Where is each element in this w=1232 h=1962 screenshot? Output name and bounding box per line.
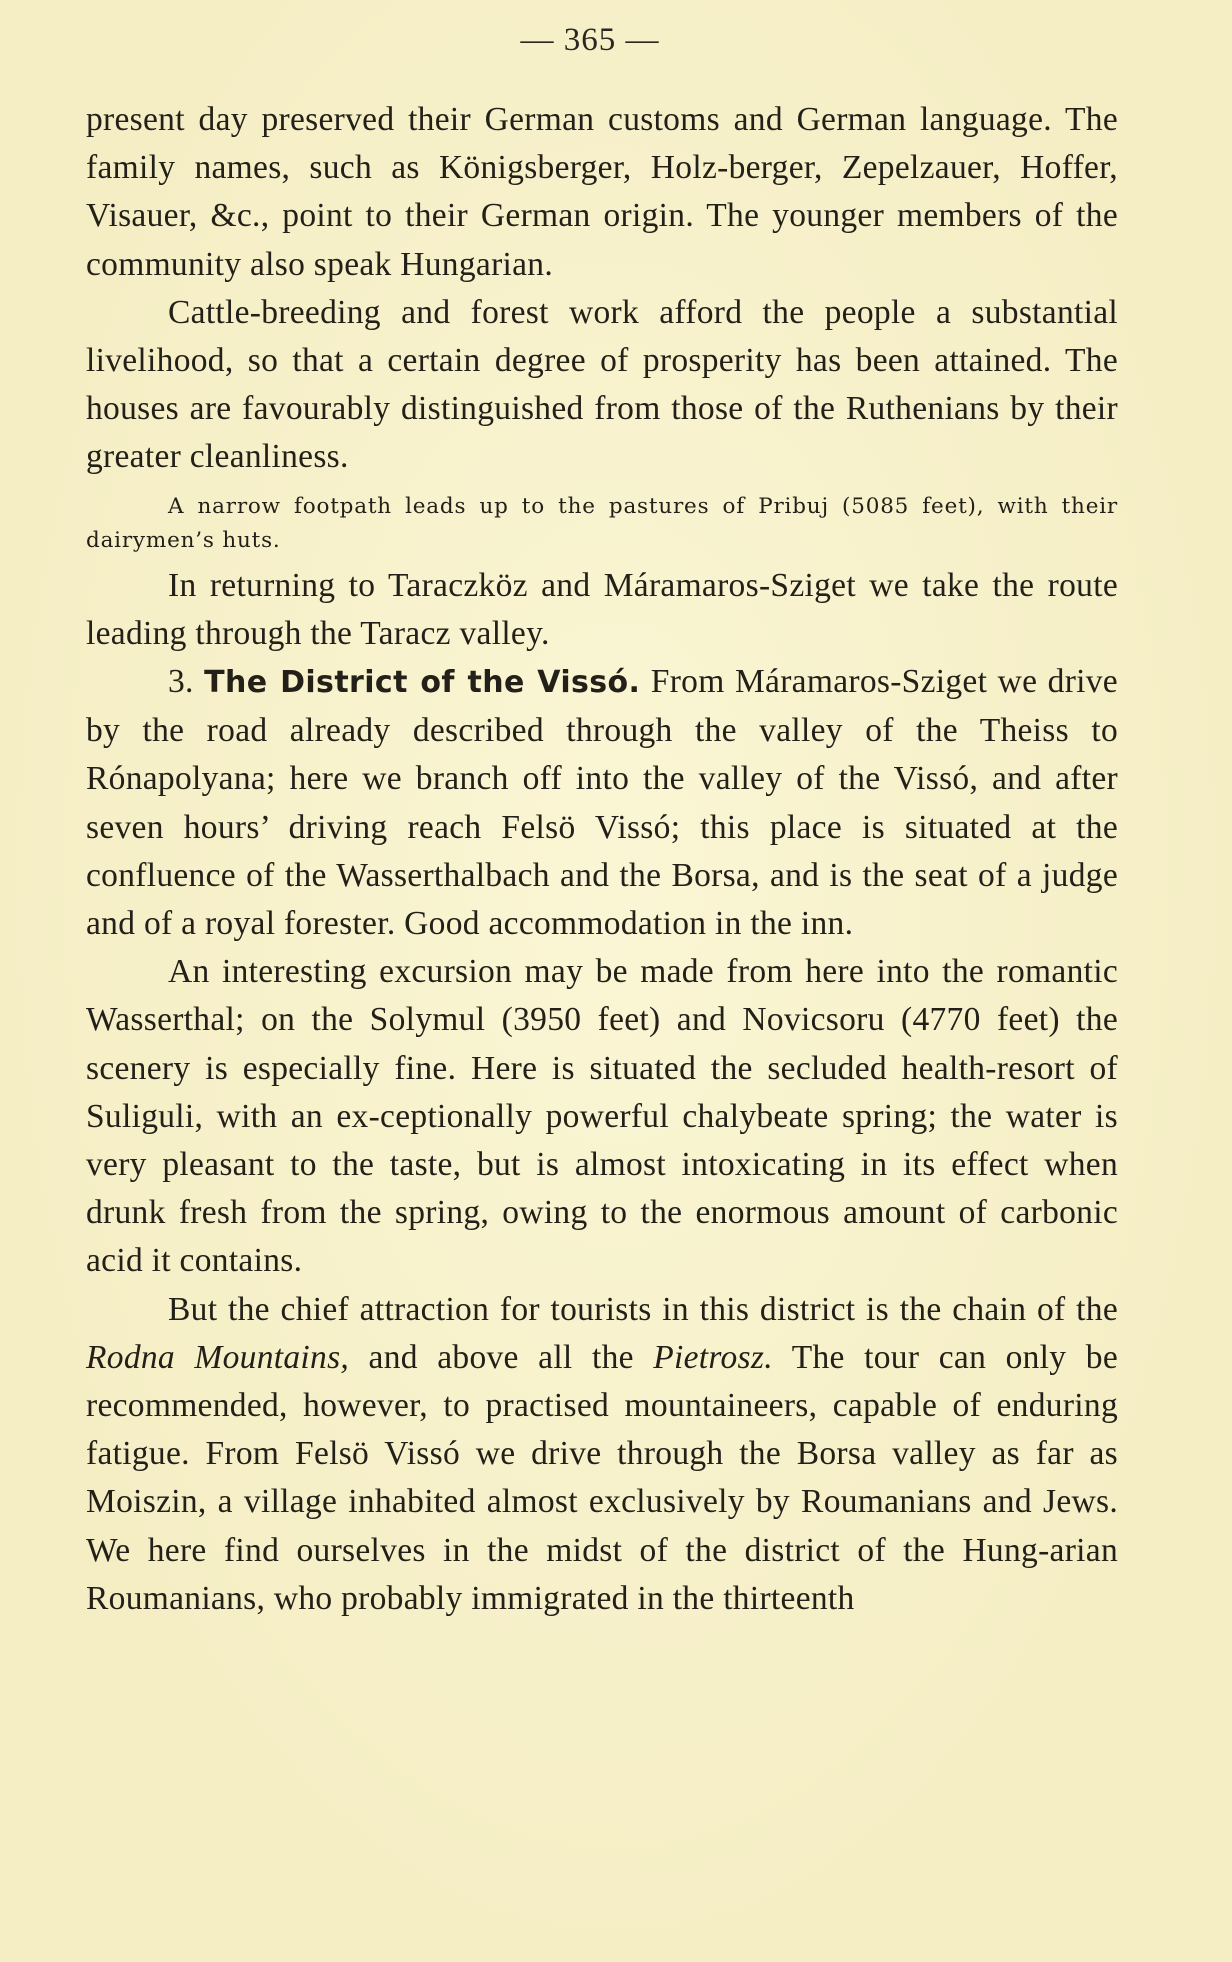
paragraph-german-customs: present day preserved their German customs and German language. The family names, such as Königsberger, Holz-berger, Zepelzauer, Hoffer, Visauer, &c., point to their German origin. The younger members of the community also speak Hungarian. xyxy=(86,101,1118,283)
body-text xyxy=(86,96,1118,1623)
section-body: From Máramaros-Sziget we drive by the road already described through the valley of the Theiss to Rónapolyana; here we branch off into the valley of the Vissó, and after seven hours’ driving reach Felsö Vissó; this place is situated at the confluence of the Wasserthalbach and the Borsa, and is the seat of a judge and of a royal forester. Good accommodation in the inn. xyxy=(86,663,1118,943)
paragraph-visso-district xyxy=(86,658,1118,948)
section-number: 3. xyxy=(168,663,194,701)
rodna-mountains-italic: Rodna Mountains, xyxy=(86,1338,350,1376)
rodna-text-a: But the chief attraction for tourists in this district is the chain of the xyxy=(168,1290,1118,1328)
rodna-text-b: and above all the xyxy=(368,1338,634,1376)
page-number: — 365 — xyxy=(520,22,660,58)
paragraph-rodna-mountains xyxy=(86,1286,1118,1623)
paragraph-excursion: An interesting excursion may be made from here into the romantic Wasserthal; on the Solymul (3950 feet) and Novicsoru (4770 feet) the scenery is especially fine. Here is situated the secluded health-resort of Suliguli, with an ex-ceptionally powerful chalybeate spring; the water is very pleasant to the taste, but is almost intoxicating in its effect when drunk fresh from the spring, owing to the enormous amount of carbonic acid it contains. xyxy=(86,953,1118,1280)
section-title: The District of the Vissó. xyxy=(204,665,641,701)
paragraph-cattle-breeding: Cattle-breeding and forest work afford the people a substantial livelihood, so that a certain degree of prosperity has been attained. The houses are favourably distinguished from those of the Ruthenians by their greater cleanliness. xyxy=(86,293,1118,476)
paragraph-returning: In returning to Taraczköz and Máramaros-Sziget we take the route leading through the Taracz valley. xyxy=(86,566,1118,652)
footpath-note: A narrow footpath leads up to the pastures of Pribuj (5085 feet), with their dairymen’s huts. xyxy=(86,493,1118,553)
rodna-text-c: The tour can only be recommended, however, to practised mountaineers, capable of enduring fatigue. From Felsö Vissó we drive through the Borsa valley as far as Moiszin, a village inhabited almost exclusively by Roumanians and Jews. We here find ourselves in the midst of the district of the Hung-arian Roumanians, who probably immigrated in the thirteenth xyxy=(86,1338,1118,1617)
pietrosz-italic: Pietrosz. xyxy=(653,1338,773,1376)
